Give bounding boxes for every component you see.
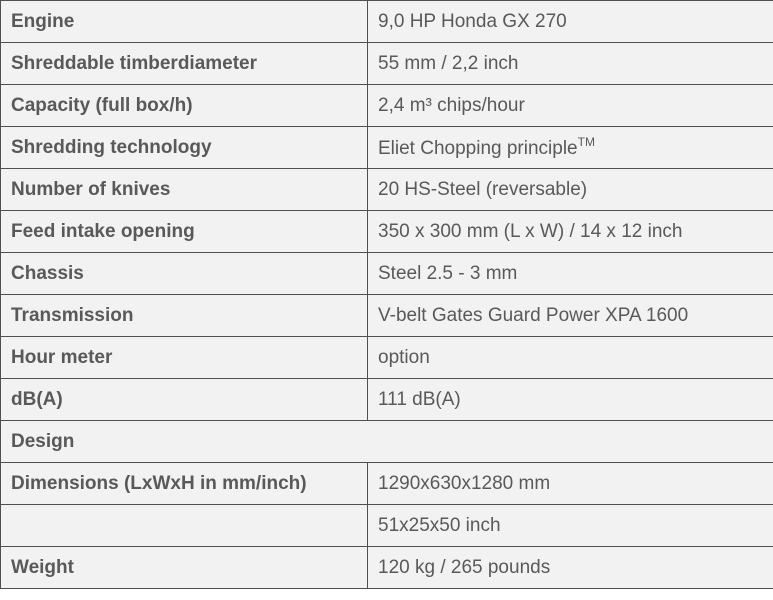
table-row [1,295,773,337]
table-row [1,379,773,421]
spec-value: Steel 2.5 - 3 mm [368,253,773,295]
spec-value: 350 x 300 mm (L x W) / 14 x 12 inch [368,211,773,253]
spec-label: Number of knives [1,169,368,211]
spec-value: 55 mm / 2,2 inch [368,43,773,85]
spec-value: option [368,337,773,379]
spec-label: dB(A) [1,379,368,421]
spec-label: Feed intake opening [1,211,368,253]
spec-label: Transmission [1,295,368,337]
table-row [1,169,773,211]
spec-value: V-belt Gates Guard Power XPA 1600 [368,295,773,337]
spec-label: Engine [1,1,368,43]
spec-label: Chassis [1,253,368,295]
spec-value: 20 HS-Steel (reversable) [368,169,773,211]
spec-value: 51x25x50 inch [368,505,773,547]
section-label: Design [1,421,773,463]
spec-value: 2,4 m³ chips/hour [368,85,773,127]
spec-value-cell [368,127,773,169]
table-row [1,253,773,295]
table-row [1,211,773,253]
spec-label: Capacity (full box/h) [1,85,368,127]
spec-value: 1290x630x1280 mm [368,463,773,505]
spec-value: 120 kg / 265 pounds [368,547,773,589]
spec-value: Eliet Chopping principle [378,138,578,159]
spec-label: Dimensions (LxWxH in mm/inch) [1,463,368,505]
table-row [1,1,773,43]
spec-value: 111 dB(A) [368,379,773,421]
table-row [1,547,773,589]
trademark-sup: TM [577,135,595,149]
table-row [1,85,773,127]
spec-label [1,505,368,547]
spec-label: Shredding technology [1,127,368,169]
table-row [1,505,773,547]
table-row [1,337,773,379]
table-row [1,127,773,169]
spec-label: Shreddable timberdiameter [1,43,368,85]
section-row [1,421,773,463]
spec-label: Weight [1,547,368,589]
spec-value: 9,0 HP Honda GX 270 [368,1,773,43]
table-row [1,463,773,505]
table-row [1,43,773,85]
spec-label: Hour meter [1,337,368,379]
